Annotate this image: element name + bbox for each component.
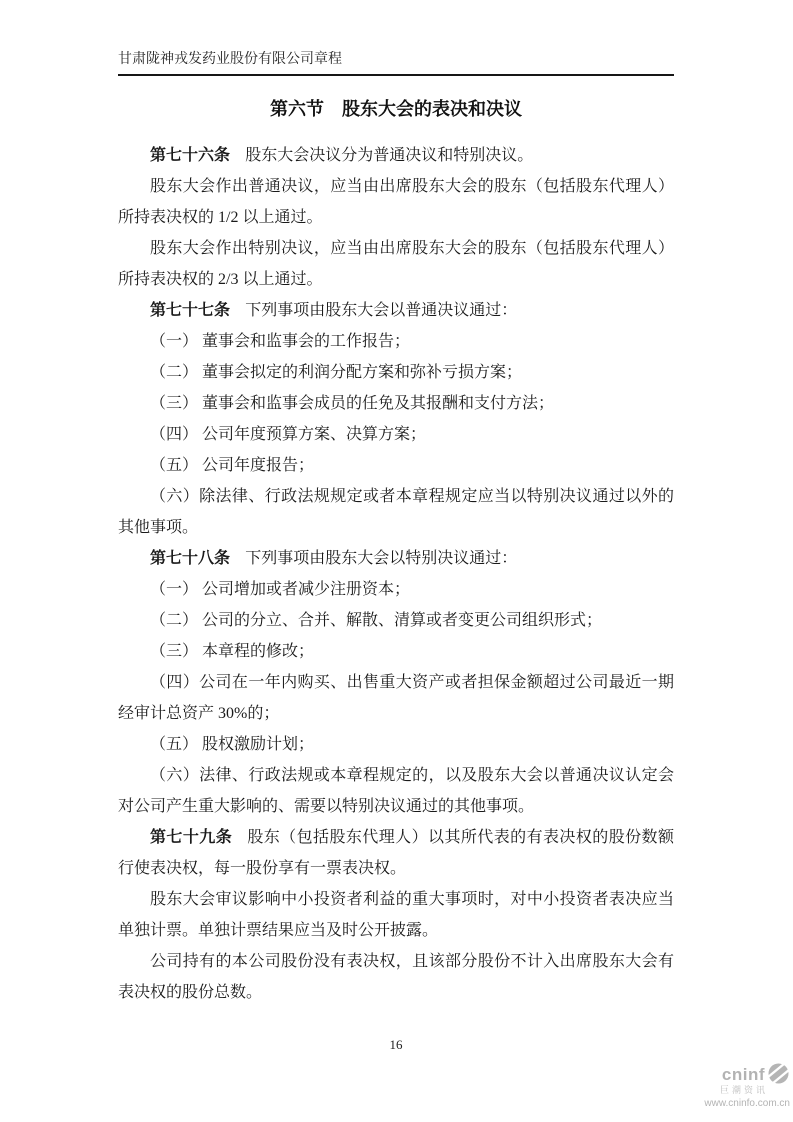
list-item xyxy=(118,760,674,822)
swirl-globe-icon xyxy=(767,1062,790,1085)
list-item xyxy=(118,729,674,760)
list-item-text: （二） 公司的分立、合并、解散、清算或者变更公司组织形式； xyxy=(150,612,603,629)
article-text: 下列事项由股东大会以普通决议通过： xyxy=(245,302,518,319)
list-item-text: （二） 董事会拟定的利润分配方案和弥补亏损方案； xyxy=(150,364,523,381)
paragraph-text: 股东大会审议影响中小投资者利益的重大事项时，对中小投资者表决应当单独计票。单独计票结果应当及时公开披露。 xyxy=(118,891,674,939)
article-number: 第七十八条 xyxy=(150,550,231,567)
document-header xyxy=(118,50,674,76)
list-item xyxy=(118,574,674,605)
logo-brand-row xyxy=(722,1062,790,1084)
list-item xyxy=(118,388,674,419)
list-item-text: （一） 董事会和监事会的工作报告； xyxy=(150,333,411,350)
article-number: 第七十六条 xyxy=(150,147,231,164)
article-text: 股东（包括股东代理人）以其所代表的有表决权的股份数额行使表决权，每一股份享有一票表决权。 xyxy=(118,829,674,877)
list-item-text: （一） 公司增加或者减少注册资本； xyxy=(150,581,411,598)
document-body xyxy=(118,140,674,1008)
section-title: 第六节 股东大会的表决和决议 xyxy=(270,99,522,119)
list-item-text: （五） 公司年度报告； xyxy=(150,457,315,474)
article-number: 第七十七条 xyxy=(150,302,231,319)
cninfo-logo xyxy=(704,1062,790,1109)
paragraph xyxy=(118,946,674,1008)
logo-url: www.cninfo.com.cn xyxy=(704,1098,790,1109)
list-item xyxy=(118,636,674,667)
list-item-text: （三） 本章程的修改； xyxy=(150,643,315,660)
list-item xyxy=(118,326,674,357)
list-item xyxy=(118,667,674,729)
article-78 xyxy=(118,543,674,574)
list-item-text: （五） 股权激励计划； xyxy=(150,736,315,753)
paragraph xyxy=(118,171,674,233)
list-item-text: （四）公司在一年内购买、出售重大资产或者担保金额超过公司最近一期经审计总资产 30%的； xyxy=(118,674,674,722)
list-item-text: （三） 董事会和监事会成员的任免及其报酬和支付方法； xyxy=(150,395,555,412)
logo-brand-text: cninf xyxy=(721,1065,765,1084)
paragraph-text: 股东大会作出特别决议，应当由出席股东大会的股东（包括股东代理人）所持表决权的 2/3 以上通过。 xyxy=(118,240,674,288)
article-77 xyxy=(118,295,674,326)
paragraph xyxy=(118,884,674,946)
article-number: 第七十九条 xyxy=(150,829,233,846)
paragraph-text: 公司持有的本公司股份没有表决权，且该部分股份不计入出席股东大会有表决权的股份总数。 xyxy=(118,953,674,1001)
article-text: 下列事项由股东大会以特别决议通过： xyxy=(245,550,518,567)
page-number: 16 xyxy=(389,1037,403,1052)
list-item xyxy=(118,481,674,543)
article-text: 股东大会决议分为普通决议和特别决议。 xyxy=(245,147,534,164)
list-item-text: （四） 公司年度预算方案、决算方案； xyxy=(150,426,427,443)
logo-chinese-name: 巨潮资讯 xyxy=(719,1085,768,1095)
paragraph-text: 股东大会作出普通决议，应当由出席股东大会的股东（包括股东代理人）所持表决权的 1/2 以上通过。 xyxy=(118,178,674,226)
list-item xyxy=(118,605,674,636)
list-item xyxy=(118,450,674,481)
list-item-text: （六）除法律、行政法规规定或者本章程规定应当以特别决议通过以外的其他事项。 xyxy=(118,488,674,536)
list-item-text: （六）法律、行政法规或本章程规定的，以及股东大会以普通决议认定会对公司产生重大影响的、需要以特别决议通过的其他事项。 xyxy=(118,767,674,815)
list-item xyxy=(118,419,674,450)
paragraph xyxy=(118,233,674,295)
article-79 xyxy=(118,822,674,884)
document-header-title: 甘肃陇神戎发药业股份有限公司章程 xyxy=(118,52,342,67)
article-76 xyxy=(118,140,674,171)
list-item xyxy=(118,357,674,388)
